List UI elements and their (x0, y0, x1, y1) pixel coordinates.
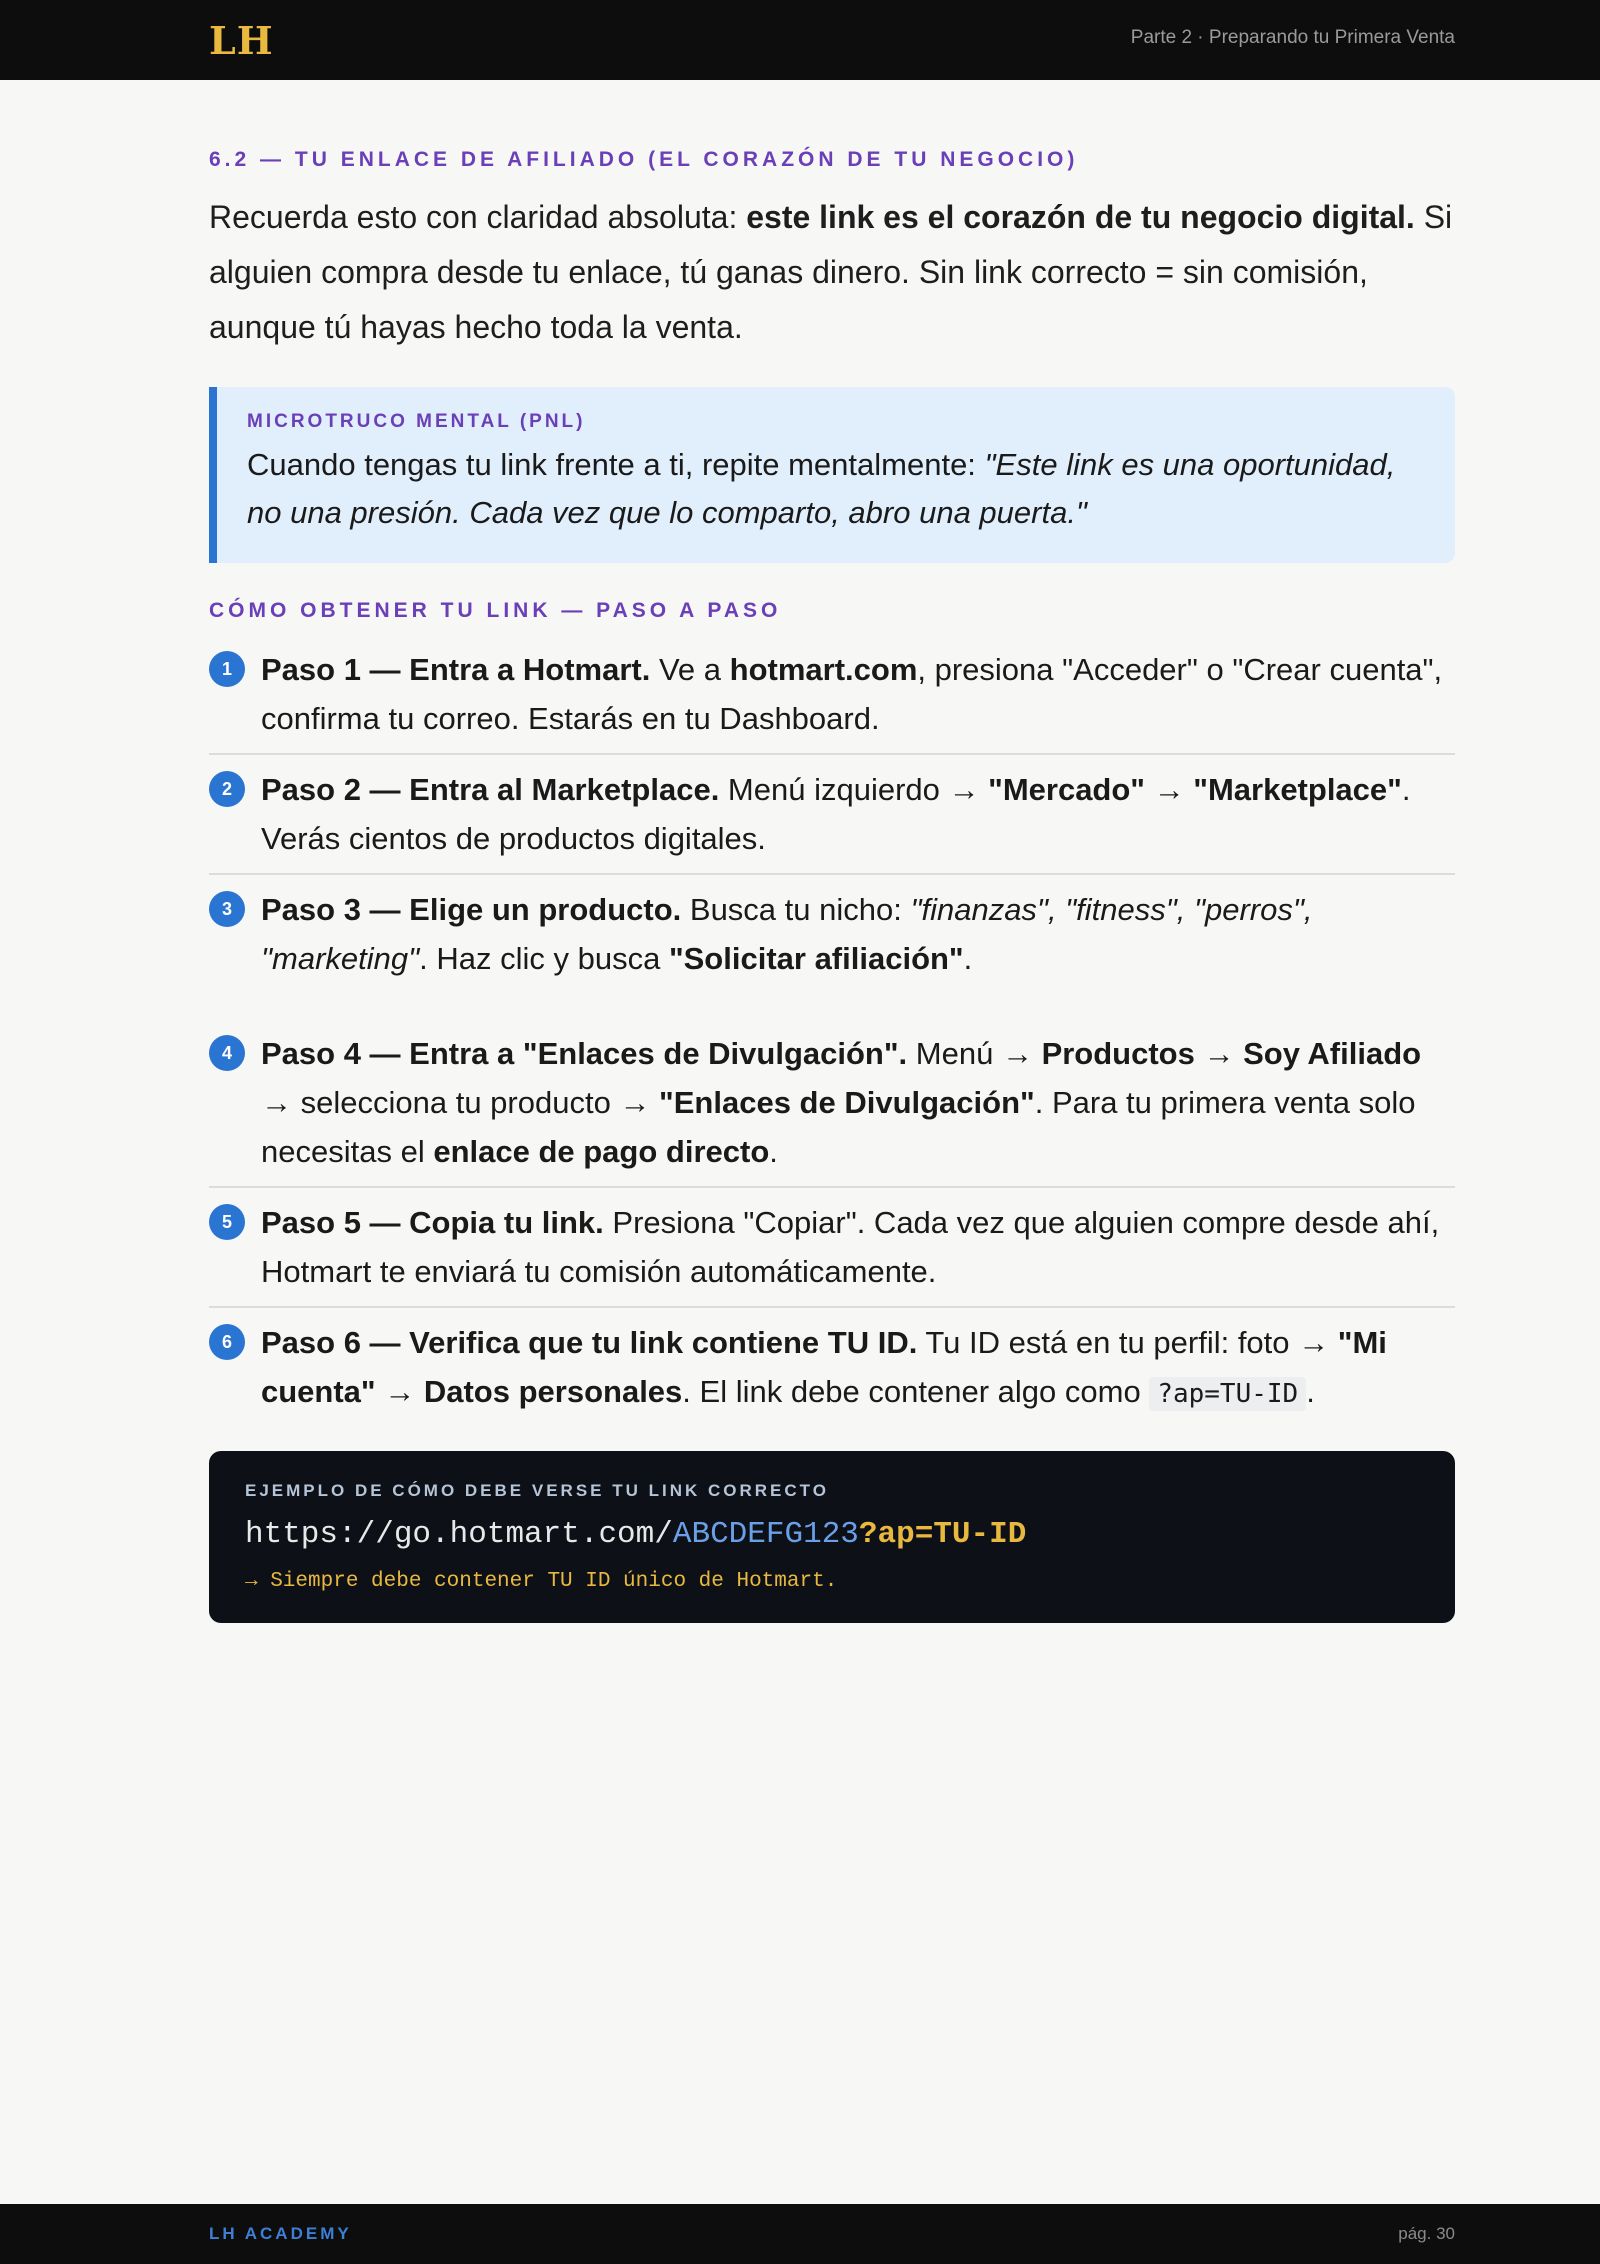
id-param-code: ?ap=TU-ID (1149, 1377, 1306, 1411)
steps-list (209, 645, 1455, 1429)
step-4 (209, 1029, 1455, 1188)
step-text: Presiona "Copiar". Cada vez que alguien compre desde ahí, Hotmart te enviará tu comisión automáticamente. (261, 1205, 1440, 1289)
step-bold: "Solicitar afiliación" (668, 941, 964, 976)
step-title: Paso 2 — Entra al Marketplace. (261, 772, 720, 807)
step-text: → (1194, 1036, 1244, 1071)
step-text: , presiona "Acceder" o "Crear cuenta", confirma tu correo. Estarás en tu Dashboard. (261, 652, 1443, 736)
section-eyebrow: 6.2 — TU ENLACE DE AFILIADO (EL CORAZÓN DE TU NEGOCIO) (209, 148, 1079, 171)
step-bold: "Mi cuenta" (261, 1325, 1387, 1409)
step-3 (209, 885, 1455, 993)
url-product-id: ABCDEFG123 (672, 1517, 859, 1552)
step-number-badge: 1 (209, 651, 245, 687)
example-url (245, 1517, 1419, 1552)
step-bold: Soy Afiliado (1243, 1036, 1422, 1071)
callout-label: MICROTRUCO MENTAL (PNL) (247, 411, 586, 432)
step-text: . Verás cientos de productos digitales. (261, 772, 1411, 856)
step-text: . (769, 1134, 778, 1169)
url-base: https://go.hotmart.com/ (245, 1517, 673, 1552)
step-title: Paso 6 — Verifica que tu link contiene TU ID. (261, 1325, 918, 1360)
example-note: → Siempre debe contener TU ID único de Hotmart. (245, 1570, 838, 1593)
step-6 (209, 1318, 1455, 1429)
step-text: Busca tu nicho: (681, 892, 911, 927)
step-number-badge: 6 (209, 1324, 245, 1360)
steps-heading: CÓMO OBTENER TU LINK — PASO A PASO (209, 599, 782, 622)
step-text: Menú izquierdo → (719, 772, 989, 807)
link-example-box (209, 1451, 1455, 1623)
step-title: Paso 4 — Entra a "Enlaces de Divulgación". (261, 1036, 908, 1071)
step-2 (209, 765, 1455, 875)
intro-text-end: Si alguien compra desde tu enlace, tú ganas dinero. Sin link correcto = sin comisión, aunque tú hayas hecho toda la venta. (209, 199, 1453, 345)
callout-quote: "Este link es una oportunidad, no una presión. Cada vez que lo comparto, abro una puerta." (247, 447, 1396, 530)
intro-highlight: este link es el corazón de tu negocio digital. (746, 199, 1415, 235)
page-number: pág. 30 (1398, 2224, 1455, 2243)
step-text: → selecciona tu producto → (261, 1085, 660, 1120)
footer-bar (0, 2204, 1600, 2264)
intro-paragraph (209, 190, 1455, 355)
footer-brand: LH ACADEMY (209, 2224, 352, 2243)
step-number-badge: 4 (209, 1035, 245, 1071)
step-bold: enlace de pago directo (433, 1134, 770, 1169)
logo: LH (209, 18, 274, 63)
intro-text: Recuerda esto con claridad absoluta: (209, 199, 747, 235)
step-text: → (375, 1374, 424, 1409)
step-bold: Productos (1041, 1036, 1195, 1071)
callout-lead: Cuando tengas tu link frente a ti, repite mentalmente: (247, 447, 985, 482)
example-label: EJEMPLO DE CÓMO DEBE VERSE TU LINK CORRECTO (245, 1481, 829, 1500)
step-bold: "Mercado" (988, 772, 1146, 807)
step-5 (209, 1198, 1455, 1308)
step-number-badge: 5 (209, 1204, 245, 1240)
step-text: . Haz clic y busca (419, 941, 669, 976)
step-text: Ve a (650, 652, 730, 687)
step-title: Paso 3 — Elige un producto. (261, 892, 682, 927)
step-bold: "Enlaces de Divulgación" (659, 1085, 1035, 1120)
top-bar (0, 0, 1600, 80)
callout-text (247, 441, 1433, 537)
step-bold: hotmart.com (729, 652, 918, 687)
chapter-label: Parte 2 · Preparando tu Primera Venta (1130, 27, 1455, 48)
step-text: . Para tu primera venta solo necesitas el (261, 1085, 1416, 1169)
step-number-badge: 3 (209, 891, 245, 927)
step-italic: "finanzas", "fitness", "perros", "marketing" (261, 892, 1313, 976)
step-title: Paso 1 — Entra a Hotmart. (261, 652, 651, 687)
step-text: Menú → (907, 1036, 1042, 1071)
step-text: → (1145, 772, 1194, 807)
step-bold: "Marketplace" (1193, 772, 1402, 807)
url-affiliate-param: ?ap=TU-ID (858, 1517, 1027, 1552)
step-number-badge: 2 (209, 771, 245, 807)
step-text: . (963, 941, 973, 976)
step-text: Tu ID está en tu perfil: foto → (917, 1325, 1338, 1360)
step-1 (209, 645, 1455, 755)
page-content (209, 148, 1455, 1623)
step-text: . (1306, 1374, 1315, 1409)
step-title: Paso 5 — Copia tu link. (261, 1205, 604, 1240)
step-text: . El link debe contener algo como (682, 1374, 1150, 1409)
tip-callout (209, 387, 1455, 563)
step-bold: Datos personales (423, 1374, 683, 1409)
